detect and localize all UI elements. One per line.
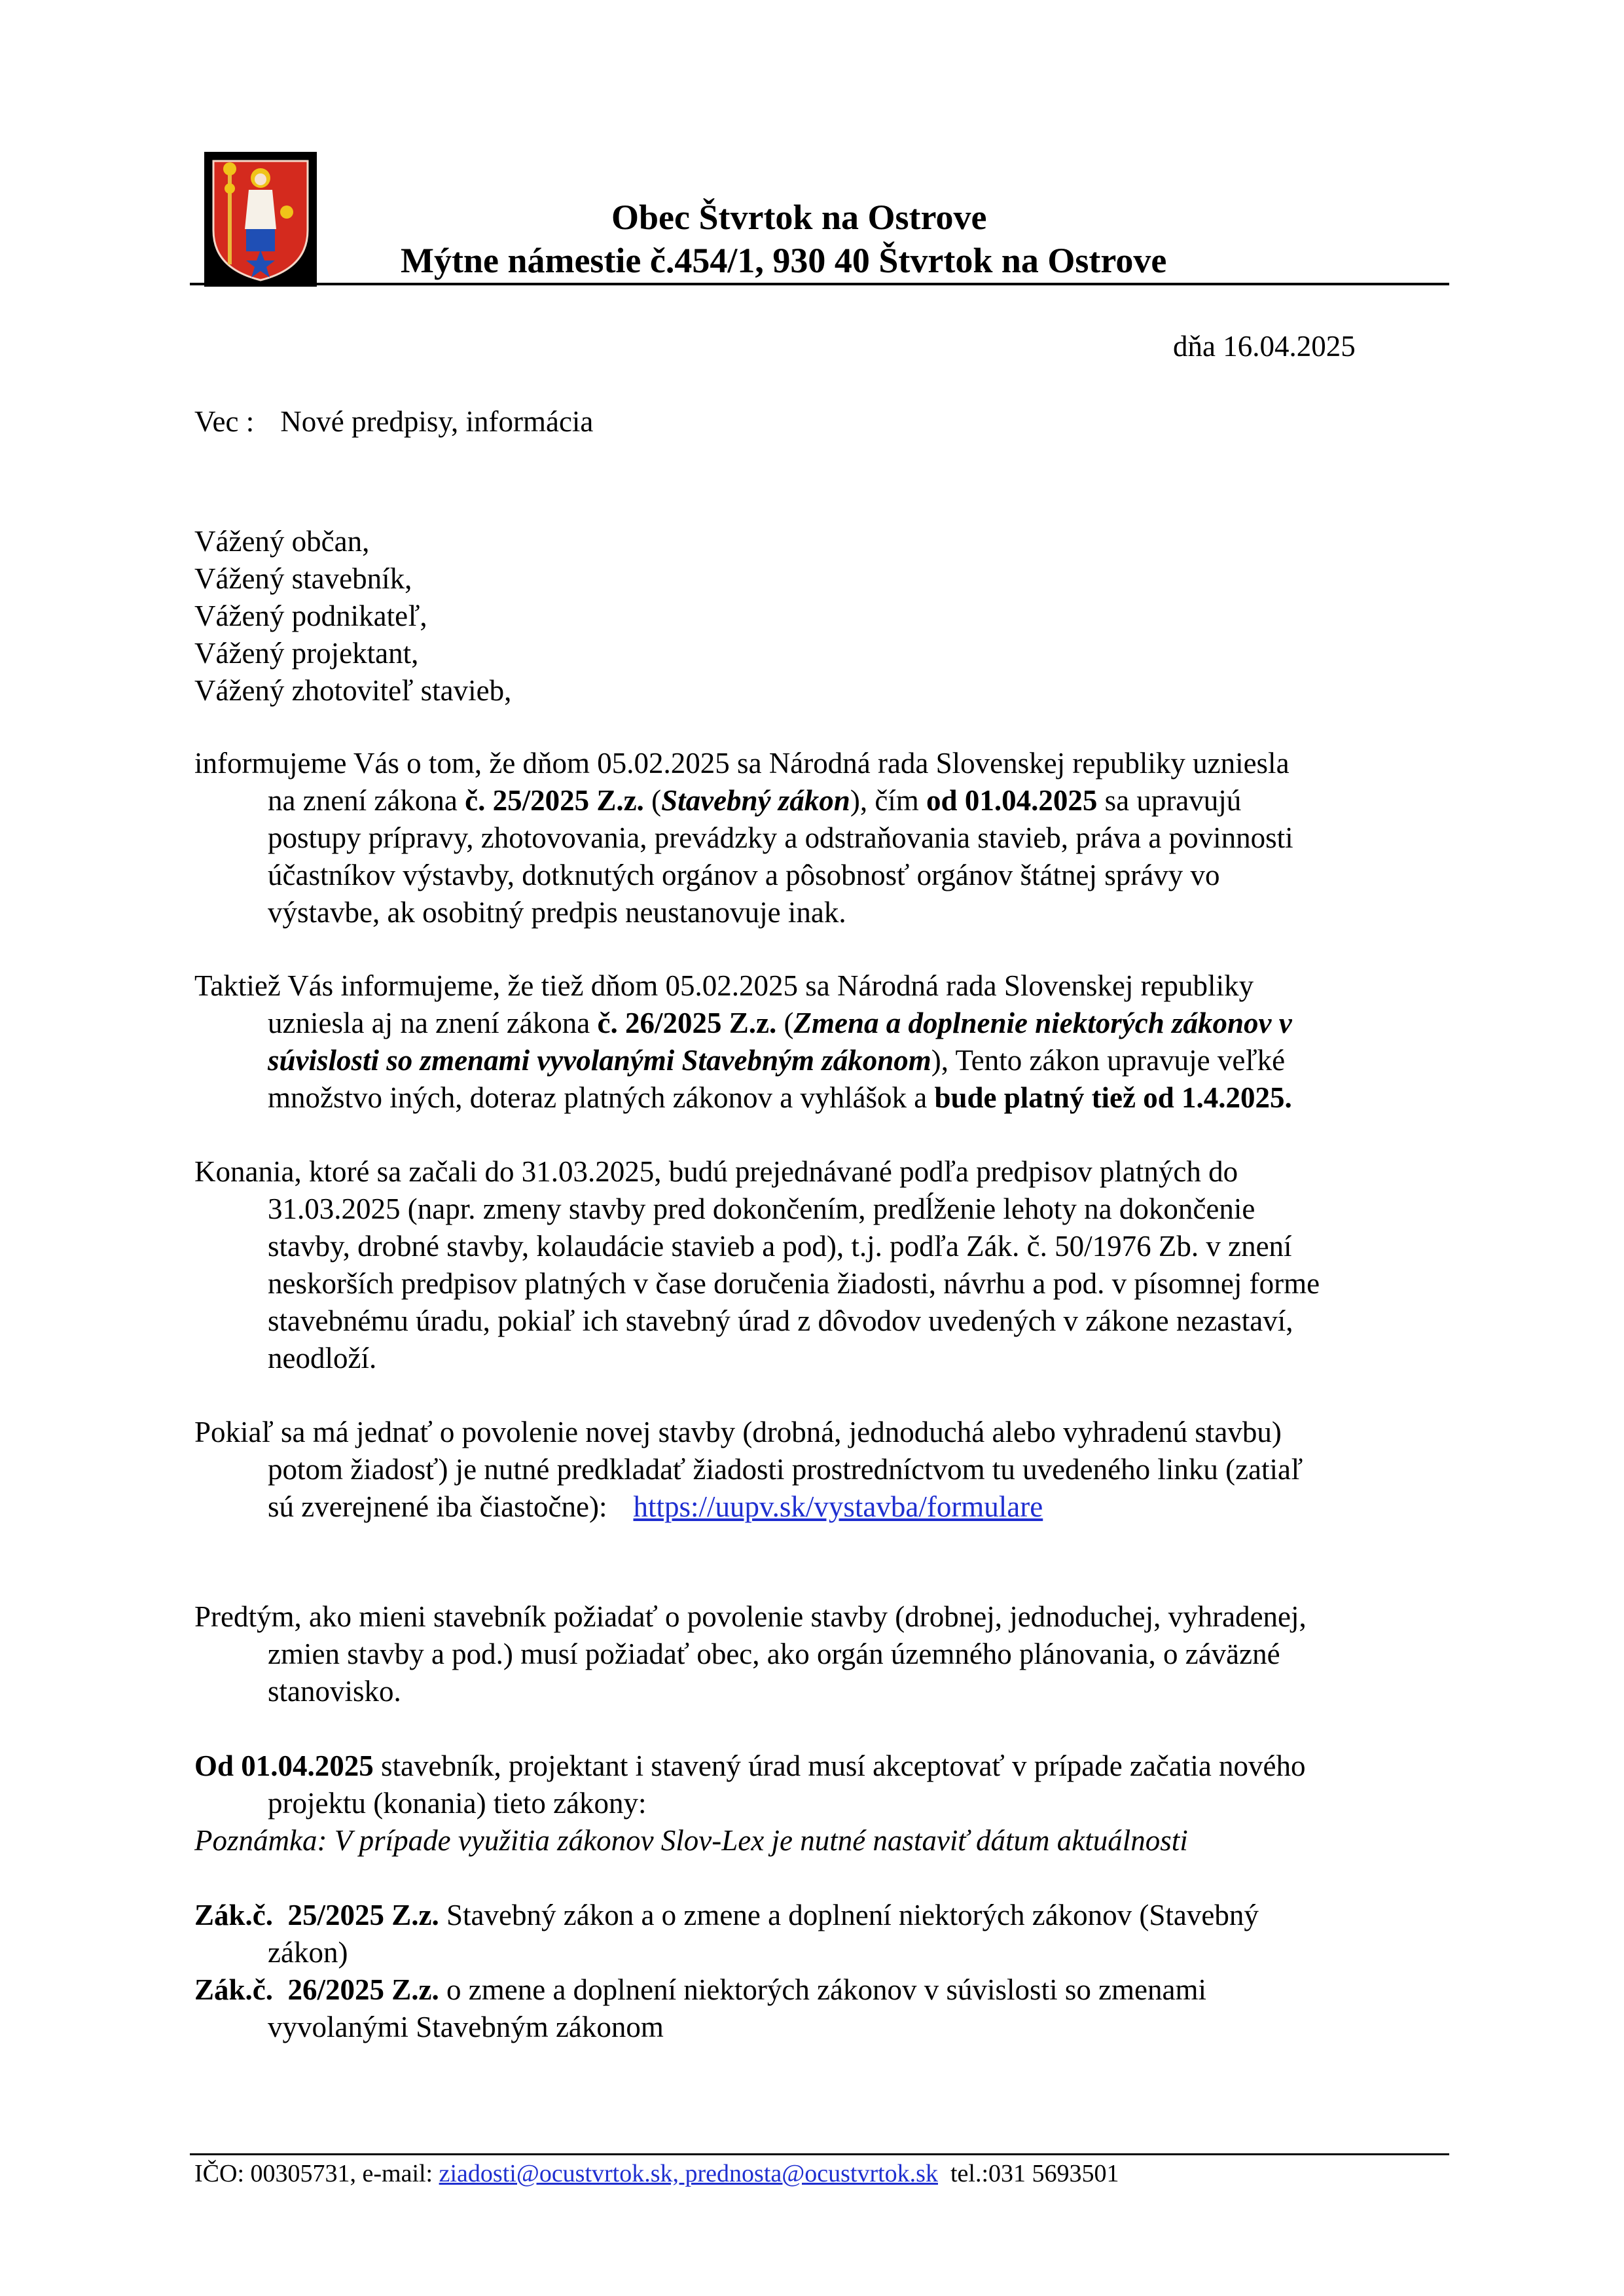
footer-ico: IČO: 00305731, e-mail:	[194, 2160, 439, 2187]
law-item-cont: vyvolanými Stavebným zákonom	[268, 2011, 664, 2043]
text-line: stanovisko.	[268, 1675, 401, 1708]
law-item-cont: zákon)	[268, 1936, 348, 1969]
footer-contact	[194, 2157, 1119, 2190]
text-line: účastníkov výstavby, dotknutých orgánov a pôsobnosť orgánov štátnej správy vo	[268, 859, 1220, 891]
text-line	[194, 1488, 1449, 1526]
law-title: súvislosti so zmenami vyvolanými Stavebným zákonom	[268, 1044, 931, 1077]
text-line: Konania, ktoré sa začali do 31.03.2025, budú prejednávané podľa predpisov platných do	[194, 1155, 1238, 1188]
law-title: Stavebný zákon	[661, 784, 850, 817]
text-line: potom žiadosť) je nutné predkladať žiadosti prostredníctvom tu uvedeného linku (zatiaľ	[268, 1453, 1303, 1486]
text-line: neodloží.	[268, 1342, 377, 1374]
salutation-line: Vážený projektant,	[194, 637, 419, 670]
text-run: ), Tento zákon upravuje veľké	[931, 1044, 1286, 1077]
forms-link[interactable]: https://uupv.sk/vystavba/formulare	[633, 1490, 1043, 1523]
text-line: Predtým, ako mieni stavebník požiadať o povolenie stavby (drobnej, jednoduchej, vyhradenej,	[194, 1600, 1307, 1633]
text-run: sú zverejnené iba čiastočne):	[268, 1490, 607, 1523]
salutation-list	[194, 523, 511, 709]
effective-note: bude platný tiež od 1.4.2025.	[934, 1081, 1292, 1114]
header-divider	[190, 283, 1449, 285]
text-line: Taktiež Vás informujeme, že tiež dňom 05.02.2025 sa Národná rada Slovenskej republiky	[194, 969, 1254, 1002]
text-run: uzniesla aj na znení zákona	[268, 1007, 598, 1039]
law-item	[194, 1971, 1449, 2009]
text-run: (	[643, 784, 662, 817]
paragraph-konania	[194, 1153, 1449, 1377]
text-line	[194, 1748, 1449, 1785]
law-title: Zmena a doplnenie niektorých zákonov v	[793, 1007, 1292, 1039]
footer-phone: tel.:031 5693501	[937, 2160, 1119, 2187]
text-line: Pokiaľ sa má jednať o povolenie novej stavby (drobná, jednoduchá alebo vyhradenú stavbu)	[194, 1416, 1282, 1448]
salutation-line: Vážený zhotoviteľ stavieb,	[194, 674, 512, 707]
note-line	[194, 1822, 1449, 1859]
subject-label: Vec :	[194, 405, 255, 438]
letter-date: dňa 16.04.2025	[1173, 330, 1356, 363]
paragraph-zmena-zakonov	[194, 967, 1449, 1117]
law-text: Stavebný zákon a o zmene a doplnení niektorých zákonov (Stavebný	[439, 1899, 1259, 1931]
law-number: Zák.č. 26/2025 Z.z.	[194, 1973, 439, 2006]
subject-line	[194, 404, 593, 439]
text-run: stavebník, projektant i stavený úrad musí akceptovať v prípade začatia nového	[373, 1749, 1306, 1782]
text-line: 31.03.2025 (napr. zmeny stavby pred dokončením, predĺženie lehoty na dokončenie	[268, 1193, 1255, 1225]
law-item	[194, 1897, 1449, 1934]
text-run: množstvo iných, doteraz platných zákonov a vyhlášok a	[268, 1081, 935, 1114]
text-run: (	[776, 1007, 794, 1039]
law-number: Zák.č. 25/2025 Z.z.	[194, 1899, 439, 1931]
text-line	[194, 1079, 1449, 1117]
law-number: č. 25/2025 Z.z.	[465, 784, 644, 817]
municipality-address: Mýtne námestie č.454/1, 930 40 Štvrtok na Ostrove	[401, 241, 1167, 280]
text-run: na znení zákona	[268, 784, 465, 817]
law-list	[194, 1897, 1449, 2046]
text-run: sa upravujú	[1097, 784, 1242, 817]
subject-value: Nové predpisy, informácia	[280, 405, 594, 438]
text-line	[194, 1005, 1449, 1042]
law-number: č. 26/2025 Z.z.	[597, 1007, 777, 1039]
paragraph-stavebny-zakon	[194, 745, 1449, 931]
text-line: stavebnému úradu, pokiaľ ich stavebný úrad z dôvodov uvedených v zákone nezastaví,	[268, 1304, 1293, 1337]
law-text: o zmene a doplnení niektorých zákonov v súvislosti so zmenami	[439, 1973, 1207, 2006]
footer-divider	[190, 2153, 1449, 2155]
salutation-line: Vážený podnikateľ,	[194, 600, 427, 632]
paragraph-zavazne-stanovisko	[194, 1598, 1449, 1710]
paragraph-povolenie	[194, 1414, 1449, 1526]
text-line: informujeme Vás o tom, že dňom 05.02.2025 sa Národná rada Slovenskej republiky uzniesla	[194, 747, 1290, 780]
note-text: Poznámka: V prípade využitia zákonov Slov-Lex je nutné nastaviť dátum aktuálnosti	[194, 1824, 1188, 1857]
salutation-line: Vážený občan,	[194, 525, 370, 558]
text-line	[194, 1042, 1449, 1079]
text-line: výstavbe, ak osobitný predpis neustanovuje inak.	[268, 896, 846, 929]
text-line: postupy prípravy, zhotovovania, prevádzky a odstraňovania stavieb, práva a povinnosti	[268, 821, 1293, 854]
effective-date: Od 01.04.2025	[194, 1749, 374, 1782]
coat-of-arms-icon	[204, 152, 317, 287]
text-line: zmien stavby a pod.) musí požiadať obec, ako orgán územného plánovania, o záväzné	[268, 1638, 1280, 1670]
salutation-line: Vážený stavebník,	[194, 562, 412, 595]
municipality-name: Obec Štvrtok na Ostrove	[611, 198, 987, 237]
text-line: projektu (konania) tieto zákony:	[268, 1787, 647, 1820]
text-line	[268, 782, 1241, 819]
footer-emails[interactable]: ziadosti@ocustvrtok.sk, prednosta@ocustvrtok.sk	[439, 2160, 938, 2187]
text-line: neskorších predpisov platných v čase doručenia žiadosti, návrhu a pod. v písomnej forme	[268, 1267, 1320, 1300]
effective-date: od 01.04.2025	[926, 784, 1098, 817]
text-line: stavby, drobné stavby, kolaudácie stavieb a pod), t.j. podľa Zák. č. 50/1976 Zb. v znení	[268, 1230, 1292, 1263]
paragraph-od-01-04	[194, 1748, 1449, 1859]
text-run: ), čím	[850, 784, 927, 817]
